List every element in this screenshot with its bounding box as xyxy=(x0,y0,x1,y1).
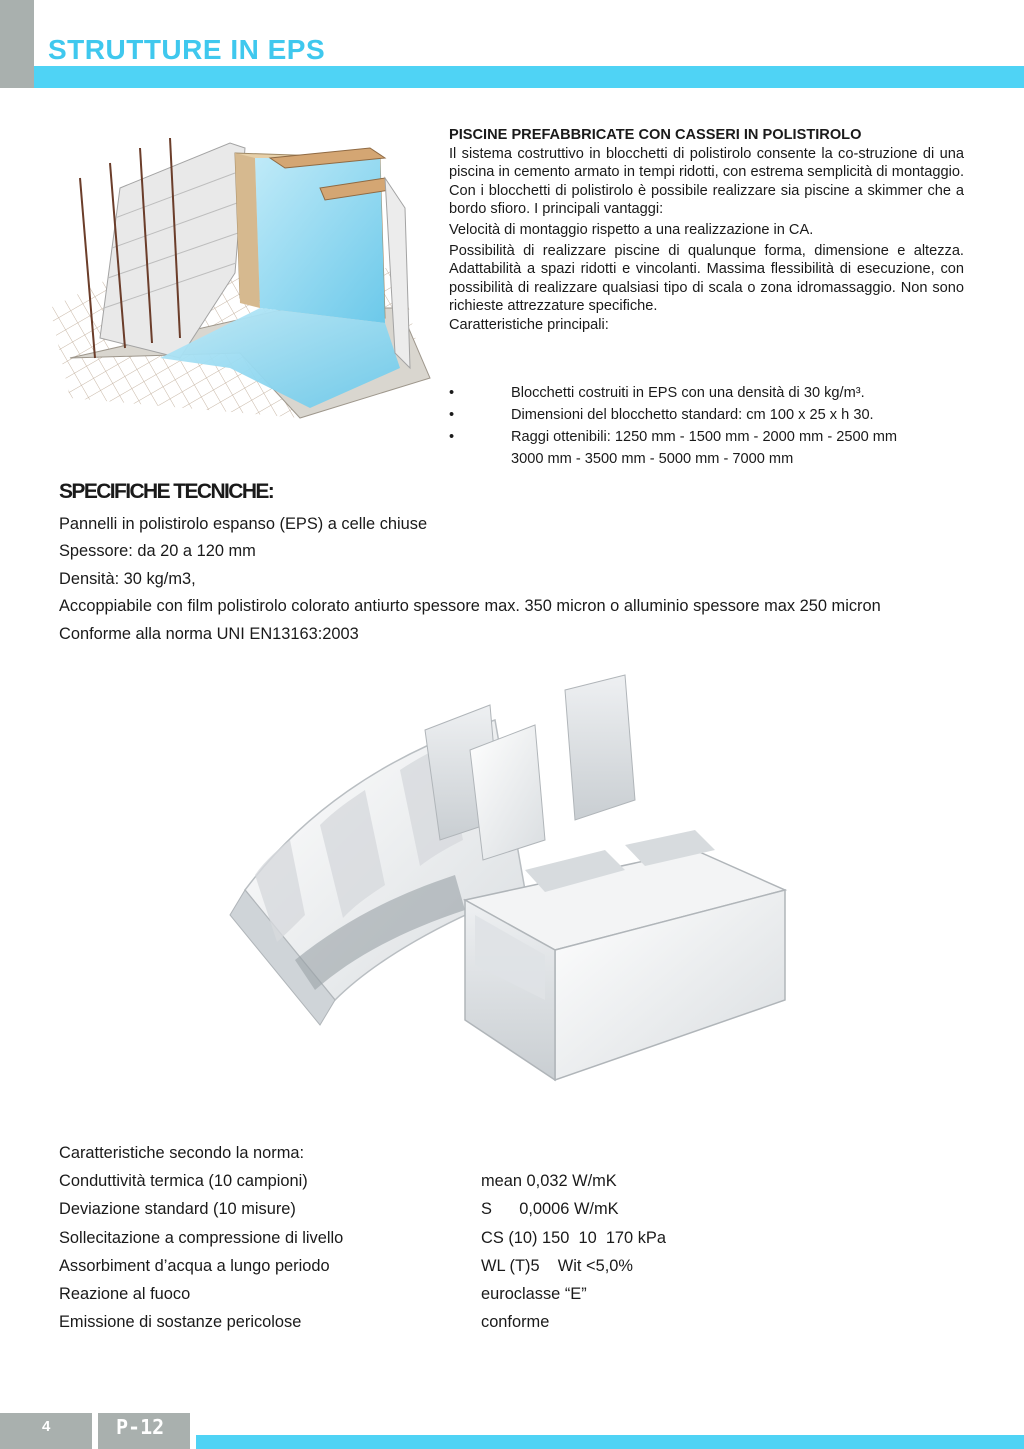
spec-line: Spessore: da 20 a 120 mm xyxy=(59,542,256,561)
property-name: Assorbiment d’acqua a lungo periodo xyxy=(59,1256,330,1275)
list-item xyxy=(449,404,969,426)
features-label: Caratteristiche principali: xyxy=(449,316,609,333)
eps-block-illustration xyxy=(225,670,1015,1100)
property-value: S 0,0006 W/mK xyxy=(481,1200,619,1219)
property-name: Conduttività termica (10 campioni) xyxy=(59,1172,308,1190)
bullet-symbol: • xyxy=(449,385,455,401)
bullet-text: Dimensioni del blocchetto standard: cm 100 x 25 x h 30. xyxy=(511,407,874,423)
intro-heading: PISCINE PREFABBRICATE CON CASSERI IN POLISTIROLO xyxy=(449,127,862,143)
bullet-text: Blocchetti costruiti in EPS con una densità di 30 kg/m³. xyxy=(511,385,865,401)
list-item xyxy=(449,382,969,404)
page-title: STRUTTURE IN EPS xyxy=(48,34,326,65)
specs-title: SPECIFICHE TECNICHE: xyxy=(59,480,274,503)
page-code: P-12 xyxy=(116,1415,165,1439)
intro-block xyxy=(449,126,964,335)
advantage-flexibility: Possibilità di realizzare piscine di qualunque forma, dimensione e altezza. Adattabilità a spazi ridotti e vincolanti. Massima flessibilità di esecuzione, con possibilità di realizzare qualsiasi tipo di scala o zona idromassaggio. Non sono richieste attrezzature specifiche. xyxy=(449,242,964,315)
page-number: 4 xyxy=(42,1418,51,1435)
bullet-text: Raggi ottenibili: 1250 mm - 1500 mm - 2000 mm - 2500 mm xyxy=(511,429,898,445)
list-item xyxy=(449,448,969,470)
bullet-text: 3000 mm - 3500 mm - 5000 mm - 7000 mm xyxy=(511,451,794,467)
spec-line: Pannelli in polistirolo espanso (EPS) a celle chiuse xyxy=(59,515,428,533)
spec-line: Densità: 30 kg/m3, xyxy=(59,569,196,588)
property-name: Deviazione standard (10 misure) xyxy=(59,1200,296,1219)
pool-construction-illustration xyxy=(40,118,440,438)
norm-title: Caratteristiche secondo la norma: xyxy=(59,1144,305,1162)
spec-line: Accoppiabile con film polistirolo colorato antiurto spessore max. 350 micron o alluminio spessore max 250 micron xyxy=(59,597,881,616)
bullet-symbol: • xyxy=(449,429,455,445)
property-value: euroclasse “E” xyxy=(481,1285,587,1304)
property-value: WL (T)5 Wit <5,0% xyxy=(481,1256,633,1275)
property-name: Sollecitazione a compressione di livello xyxy=(59,1228,344,1247)
features-list xyxy=(449,382,969,470)
header-accent-bar xyxy=(34,66,1024,88)
property-value: mean 0,032 W/mK xyxy=(481,1172,617,1190)
bullet-symbol: • xyxy=(449,407,455,423)
list-item xyxy=(449,426,969,448)
property-value: conforme xyxy=(481,1313,550,1332)
intro-paragraph: Il sistema costruttivo in blocchetti di polistirolo consente la co-struzione di una piscina in cemento armato in tempi ridotti, con estrema semplicità di montaggio. Con i blocchetti di polistirolo è possibile realizzare sia piscine a skimmer che a bordo sfioro. I principali vantaggi: xyxy=(449,145,964,218)
property-name: Emissione di sostanze pericolose xyxy=(59,1313,302,1332)
property-name: Reazione al fuoco xyxy=(59,1285,191,1304)
advantage-speed: Velocità di montaggio rispetto a una realizzazione in CA. xyxy=(449,221,814,238)
specs-list xyxy=(59,511,881,648)
spec-line: Conforme alla norma UNI EN13163:2003 xyxy=(59,624,359,643)
footer-accent-bar xyxy=(196,1435,1024,1449)
header-gray-block xyxy=(0,0,34,88)
property-value: CS (10) 150 10 170 kPa xyxy=(481,1228,666,1247)
